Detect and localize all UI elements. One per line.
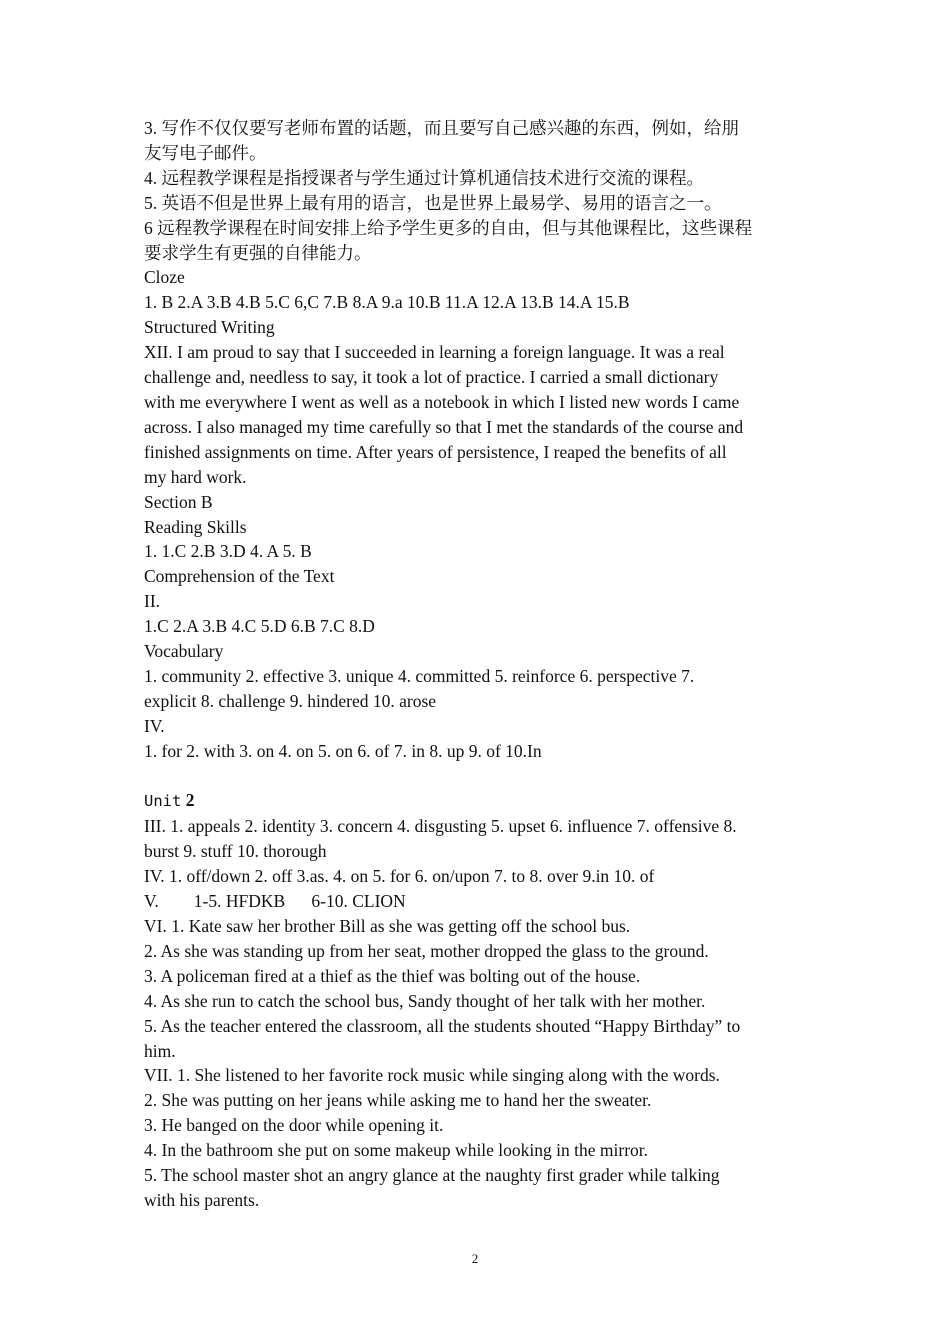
answer-lines-part1 bbox=[144, 116, 814, 764]
text-line: V. 1-5. HFDKB 6-10. CLION bbox=[144, 891, 406, 912]
text-line: 5. As the teacher entered the classroom, all the students shouted “Happy Birthday” to bbox=[144, 1015, 741, 1036]
text-line: Cloze bbox=[144, 267, 185, 288]
text-line: 5. The school master shot an angry glance at the naughty first grader while talking bbox=[144, 1165, 720, 1186]
text-line: 5. 英语不但是世界上最有用的语言，也是世界上最易学、易用的语言之一。 bbox=[144, 192, 722, 213]
text-line: VII. 1. She listened to her favorite rock music while singing along with the words. bbox=[144, 1065, 720, 1086]
text-line: II. bbox=[144, 591, 161, 612]
text-line: 1.C 2.A 3.B 4.C 5.D 6.B 7.C 8.D bbox=[144, 616, 375, 637]
text-line: III. 1. appeals 2. identity 3. concern 4. disgusting 5. upset 6. influence 7. offensive 8. bbox=[144, 816, 737, 837]
text-line: with me everywhere I went as well as a notebook in which I listed new words I came bbox=[144, 391, 740, 412]
text-line: 2. As she was standing up from her seat, mother dropped the glass to the ground. bbox=[144, 940, 709, 961]
text-line: XII. I am proud to say that I succeeded in learning a foreign language. It was a real bbox=[144, 342, 725, 363]
text-line: 3. A policeman fired at a thief as the thief was bolting out of the house. bbox=[144, 965, 641, 986]
text-line: burst 9. stuff 10. thorough bbox=[144, 841, 327, 862]
text-line: IV. bbox=[144, 715, 165, 736]
text-line: 3. 写作不仅仅要写老师布置的话题，而且要写自己感兴趣的东西，例如，给朋 bbox=[144, 118, 739, 138]
text-line: 4. As she run to catch the school bus, Sandy thought of her talk with her mother. bbox=[144, 990, 706, 1011]
text-line: 友写电子邮件。 bbox=[144, 142, 267, 163]
unit-word: Unit bbox=[144, 792, 182, 811]
text-line: 1. community 2. effective 3. unique 4. committed 5. reinforce 6. perspective 7. bbox=[144, 665, 695, 686]
text-line: challenge and, needless to say, it took a lot of practice. I carried a small dictionary bbox=[144, 367, 719, 388]
text-line: 4. 远程教学课程是指授课者与学生通过计算机通信技术进行交流的课程。 bbox=[144, 167, 704, 188]
blank-line bbox=[144, 764, 814, 789]
text-line: with his parents. bbox=[144, 1189, 260, 1210]
text-line: explicit 8. challenge 9. hindered 10. arose bbox=[144, 690, 437, 711]
text-line: Section B bbox=[144, 491, 213, 512]
text-line: 4. In the bathroom she put on some makeup while looking in the mirror. bbox=[144, 1140, 649, 1161]
text-line: finished assignments on time. After years of persistence, I reaped the benefits of all bbox=[144, 441, 727, 462]
text-line: 1. 1.C 2.B 3.D 4. A 5. B bbox=[144, 541, 312, 562]
text-line: him. bbox=[144, 1040, 176, 1061]
document-body bbox=[144, 116, 814, 1213]
unit-number: 2 bbox=[185, 790, 195, 811]
text-line: VI. 1. Kate saw her brother Bill as she was getting off the school bus. bbox=[144, 915, 631, 936]
text-line: Comprehension of the Text bbox=[144, 566, 335, 587]
page-number: 2 bbox=[471, 1251, 479, 1266]
text-line: across. I also managed my time carefully so that I met the standards of the course and bbox=[144, 416, 744, 437]
text-line: Reading Skills bbox=[144, 516, 247, 537]
text-line: 1. B 2.A 3.B 4.B 5.C 6,C 7.B 8.A 9.a 10.B 11.A 12.A 13.B 14.A 15.B bbox=[144, 292, 630, 313]
text-line: 1. for 2. with 3. on 4. on 5. on 6. of 7. in 8. up 9. of 10.In bbox=[144, 740, 542, 761]
text-line: Structured Writing bbox=[144, 317, 275, 338]
text-line: 6 远程教学课程在时间安排上给予学生更多的自由，但与其他课程比，这些课程 bbox=[144, 217, 753, 238]
unit-heading bbox=[144, 788, 814, 814]
answer-lines-unit2 bbox=[144, 814, 814, 1213]
text-line: 3. He banged on the door while opening it. bbox=[144, 1115, 444, 1136]
text-line: 要求学生有更强的自律能力。 bbox=[144, 242, 372, 263]
text-line: IV. 1. off/down 2. off 3.as. 4. on 5. for 6. on/upon 7. to 8. over 9.in 10. of bbox=[144, 866, 655, 887]
text-line: Vocabulary bbox=[144, 641, 224, 662]
text-line: 2. She was putting on her jeans while asking me to hand her the sweater. bbox=[144, 1090, 652, 1111]
text-line: my hard work. bbox=[144, 466, 247, 487]
